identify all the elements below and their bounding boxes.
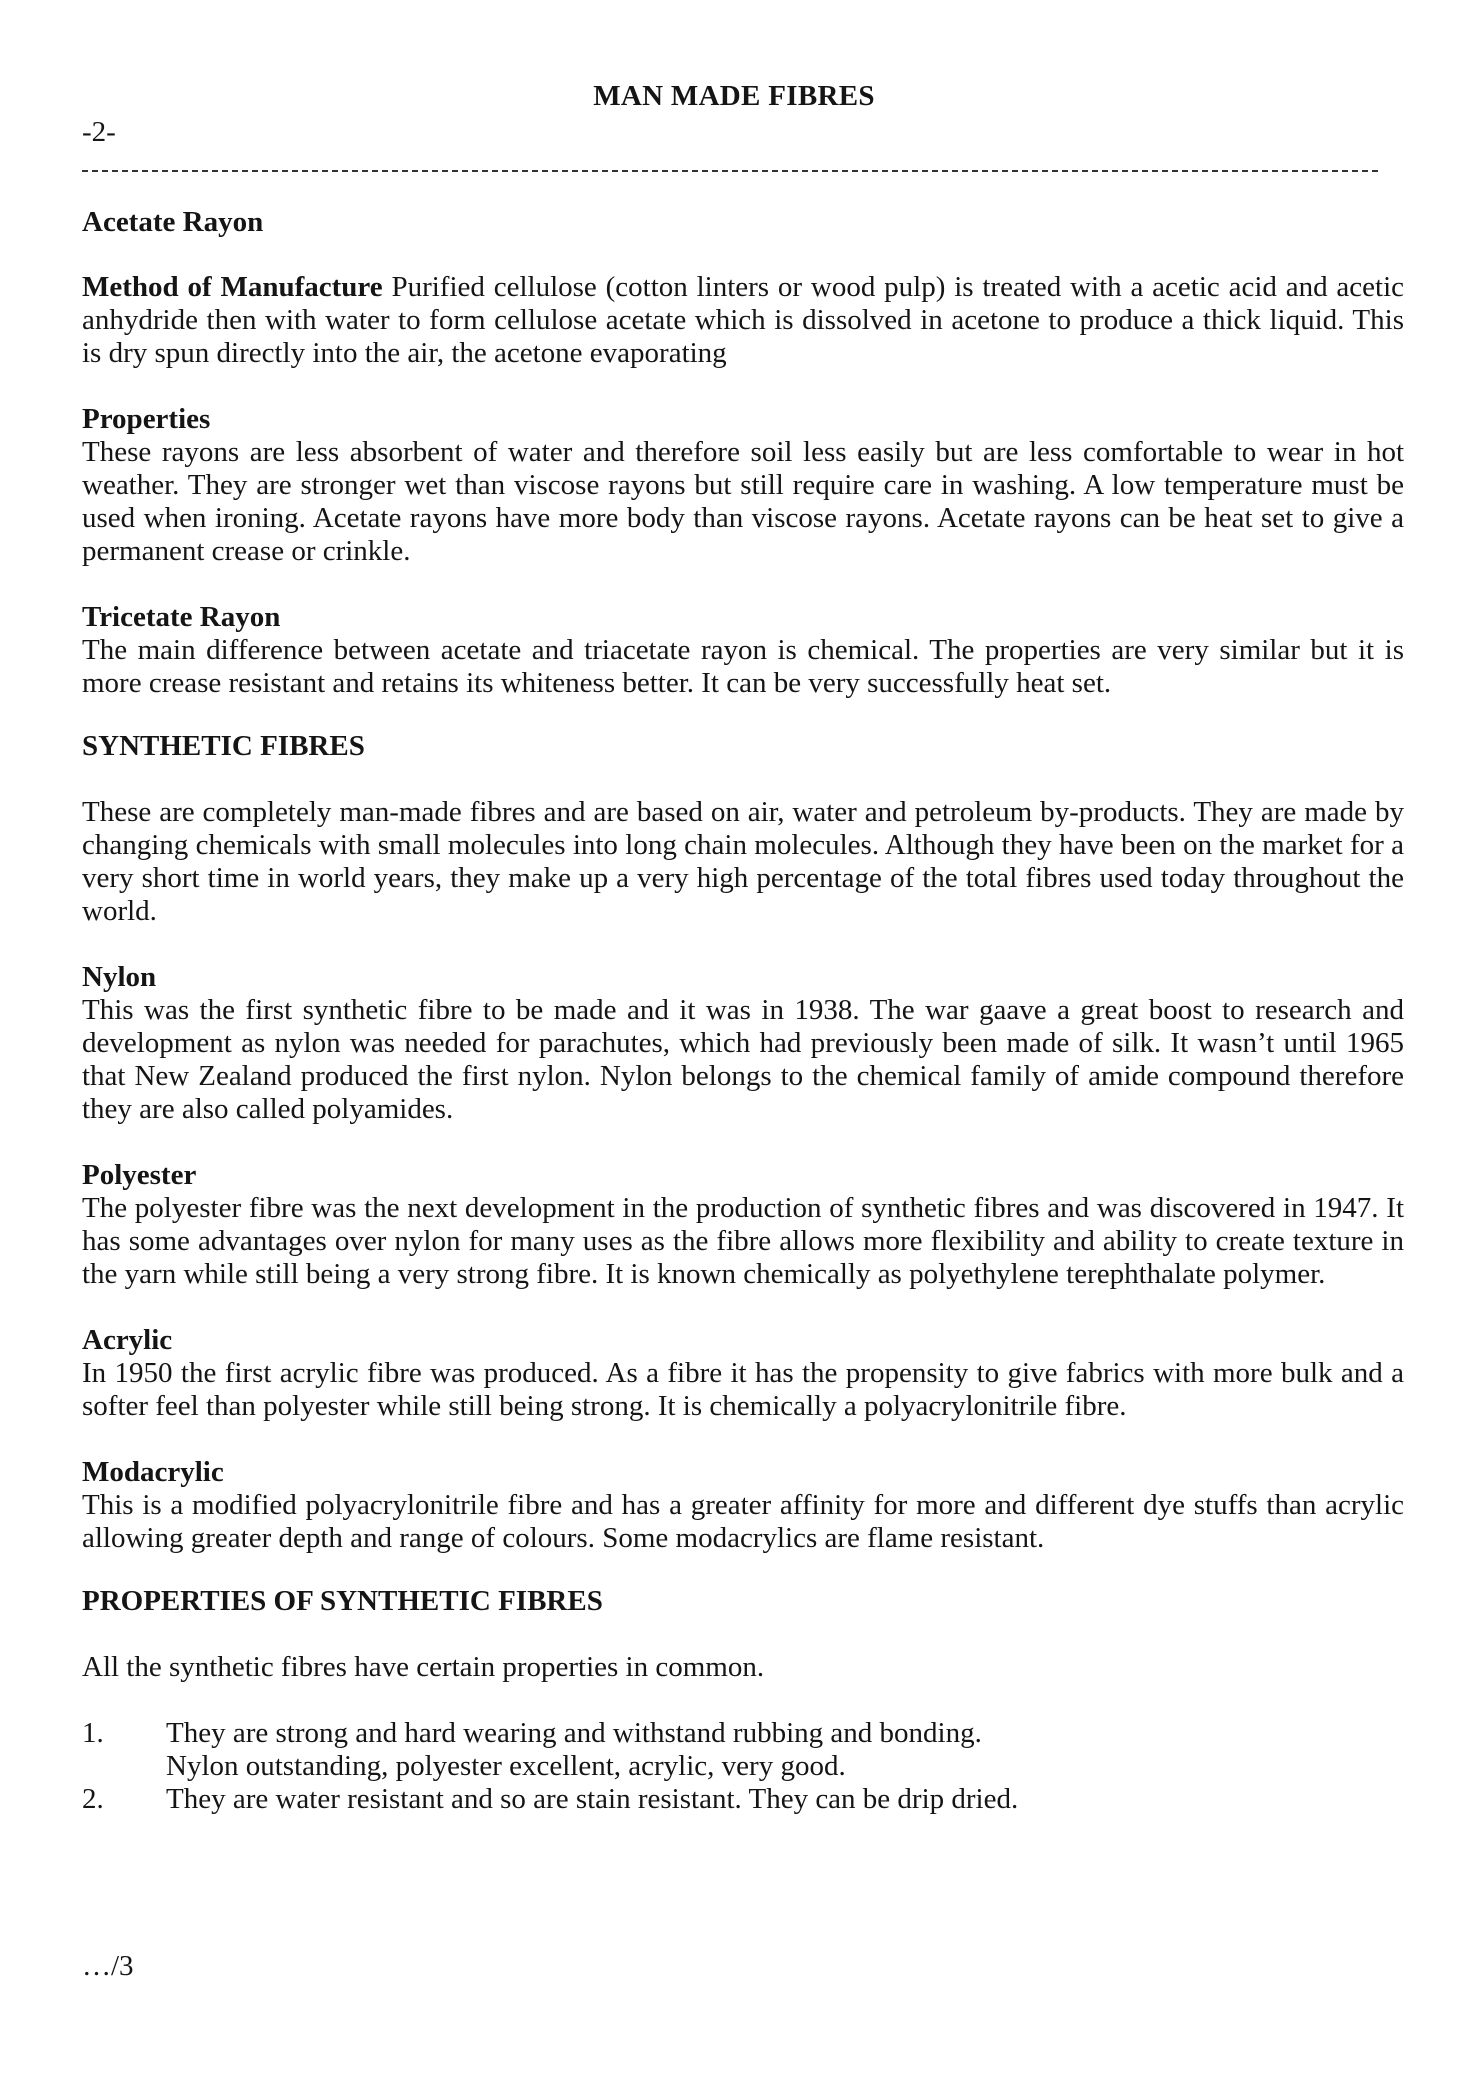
synthetic-intro-paragraph: These are completely man-made fibres and are based on air, water and petroleum by-products. They are made by changing chemicals with small molecules into long chain molecules. Although they have been on the market for a very short time in world years, they make up a very high percentage of the total fibres used today throughout the world. bbox=[82, 796, 1404, 927]
subheading-properties: Properties bbox=[82, 403, 211, 435]
dashed-divider bbox=[82, 170, 1378, 172]
section-heading-acetate-rayon: Acetate Rayon bbox=[82, 206, 264, 238]
list-item-line: They are strong and hard wearing and withstand rubbing and bonding. bbox=[166, 1717, 982, 1749]
document-body bbox=[82, 206, 1404, 1816]
acetate-properties-paragraph: These rayons are less absorbent of water and therefore soil less easily but are less comfortable to wear in hot weather. They are stronger wet than viscose rayons but still require care in washing. A low temperature must be used when ironing. Acetate rayons have more body than viscose rayons. Acetate rayons can be heat set to give a permanent crease or crinkle. bbox=[82, 436, 1404, 567]
method-text: Purified cellulose (cotton linters or wood pulp) is treated with a acetic acid and acetic anhydride then with water to form cellulose acetate which is dissolved in acetone to produce a thick liquid. This is dry spun directly into the air, the acetone evaporating bbox=[82, 271, 1404, 369]
list-item bbox=[82, 1783, 1404, 1816]
properties-intro: All the synthetic fibres have certain properties in common. bbox=[82, 1651, 765, 1683]
document-title: MAN MADE FIBRES bbox=[593, 80, 875, 112]
list-item-text bbox=[166, 1717, 1404, 1783]
properties-list bbox=[82, 1717, 1404, 1816]
polyester-paragraph: The polyester fibre was the next development in the production of synthetic fibres and was discovered in 1947. It has some advantages over nylon for many uses as the fibre allows more flexibility and ability to create texture in the yarn while still being a very strong fibre. It is known chemically as polyethylene terephthalate polymer. bbox=[82, 1192, 1404, 1290]
list-item bbox=[82, 1717, 1404, 1783]
list-item-line: Nylon outstanding, polyester excellent, acrylic, very good. bbox=[166, 1750, 846, 1782]
tricetate-paragraph: The main difference between acetate and triacetate rayon is chemical. The properties are very similar but it is more crease resistant and retains its whiteness better. It can be very successfully heat set. bbox=[82, 634, 1404, 699]
acrylic-paragraph: In 1950 the first acrylic fibre was produced. As a fibre it has the propensity to give fabrics with more bulk and a softer feel than polyester while still being strong. It is chemically a polyacrylonitrile fibre. bbox=[82, 1357, 1404, 1422]
list-item-number: 1. bbox=[82, 1717, 104, 1749]
method-label: Method of Manufacture bbox=[82, 271, 383, 303]
nylon-paragraph: This was the first synthetic fibre to be made and it was in 1938. The war gaave a great boost to research and development as nylon was needed for parachutes, which had previously been made of silk. It wasn’t until 1965 that New Zealand produced the first nylon. Nylon belongs to the chemical family of amide compound therefore they are also called polyamides. bbox=[82, 994, 1404, 1125]
page-continuation: …/3 bbox=[82, 1950, 134, 1982]
subheading-tricetate-rayon: Tricetate Rayon bbox=[82, 601, 281, 633]
modacrylic-paragraph: This is a modified polyacrylonitrile fibre and has a greater affinity for more and different dye stuffs than acrylic allowing greater depth and range of colours. Some modacrylics are flame resistant. bbox=[82, 1489, 1404, 1554]
list-item-number: 2. bbox=[82, 1783, 104, 1815]
subheading-modacrylic: Modacrylic bbox=[82, 1456, 224, 1488]
method-of-manufacture-paragraph bbox=[82, 271, 1404, 370]
subheading-polyester: Polyester bbox=[82, 1159, 197, 1191]
section-heading-synthetic-fibres: SYNTHETIC FIBRES bbox=[82, 730, 365, 762]
section-heading-properties-of-synthetic-fibres: PROPERTIES OF SYNTHETIC FIBRES bbox=[82, 1585, 603, 1617]
subheading-nylon: Nylon bbox=[82, 961, 157, 993]
page-number: -2- bbox=[82, 116, 116, 148]
subheading-acrylic: Acrylic bbox=[82, 1324, 173, 1356]
list-item-text: They are water resistant and so are stain resistant. They can be drip dried. bbox=[166, 1783, 1019, 1815]
